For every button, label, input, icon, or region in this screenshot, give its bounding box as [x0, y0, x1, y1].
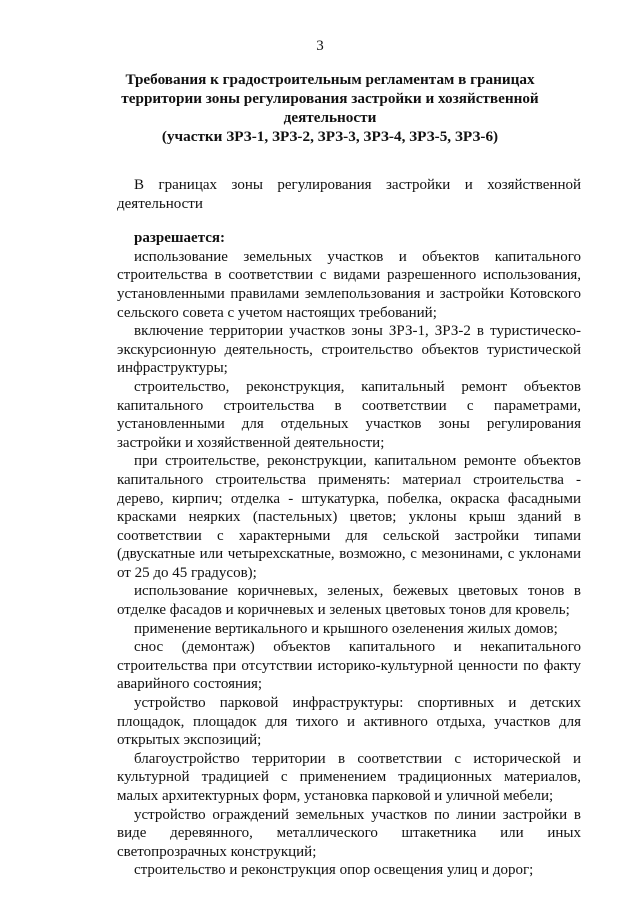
- document-body: [117, 176, 581, 880]
- heading-line-3: деятельности: [283, 109, 377, 126]
- list-item: использование коричневых, зеленых, бежевых цветовых тонов в отделке фасадов и коричневых и зеленых цветовых тонов для кровель;: [117, 583, 581, 619]
- list-item: применение вертикального и крышного озеленения жилых домов;: [134, 620, 558, 637]
- page-number: 3: [316, 38, 324, 54]
- list-item: при строительстве, реконструкции, капитальном ремонте объектов капитального строительства применять: материал строительства - дерево, кирпич; отделка - штукатурка, побелка, окраска фасадными красками неярких (пастельных) цветов; уклоны крыш зданий в соответствии с характерными для сельской застройки типами (двускатные или четырехскатные, возможно, с мезонинами, с уклонами от 25 до 45 градусов);: [117, 453, 581, 581]
- section-heading: [100, 70, 560, 146]
- heading-line-2: территории зоны регулирования застройки и хозяйственной: [121, 90, 539, 107]
- allowed-subheading: разрешается:: [134, 230, 226, 247]
- list-item: благоустройство территории в соответствии с исторической и культурной традицией с применением традиционных материалов, малых архитектурных форм, установка парковой и уличной мебели;: [117, 750, 581, 804]
- list-item: строительство и реконструкция опор освещения улиц и дорог;: [134, 862, 534, 879]
- list-item: снос (демонтаж) объектов капитального и некапитального строительства при отсутствии историко-культурной ценности по факту аварийного состояния;: [117, 639, 581, 693]
- list-item: включение территории участков зоны ЗРЗ-1, ЗРЗ-2 в туристическо-экскурсионную деятельность, строительство объектов туристической инфраструктуры;: [117, 323, 581, 377]
- heading-line-4: (участки ЗРЗ-1, ЗРЗ-2, ЗРЗ-3, ЗРЗ-4, ЗРЗ-5, ЗРЗ-6): [161, 128, 499, 145]
- list-item: устройство парковой инфраструктуры: спортивных и детских площадок, площадок для тихого и активного отдыха, участков для открытых экспозиций;: [117, 695, 581, 749]
- heading-line-1: Требования к градостроительным регламентам в границах: [125, 71, 535, 88]
- list-item: устройство ограждений земельных участков по линии застройки в виде деревянного, металлического штакетника или иных светопрозрачных конструкций;: [117, 806, 581, 860]
- list-item: использование земельных участков и объектов капитального строительства в соответствии с видами разрешенного использования, установленными правилами землепользования и застройки Котовского сельского совета с учетом настоящих требований;: [117, 248, 581, 321]
- intro-paragraph: В границах зоны регулирования застройки и хозяйственной деятельности: [117, 177, 581, 212]
- list-item: строительство, реконструкция, капитальный ремонт объектов капитального строительства в соответствии с параметрами, установленными для отдельных участков зоны регулирования застройки и хозяйственной деятельности;: [117, 378, 581, 451]
